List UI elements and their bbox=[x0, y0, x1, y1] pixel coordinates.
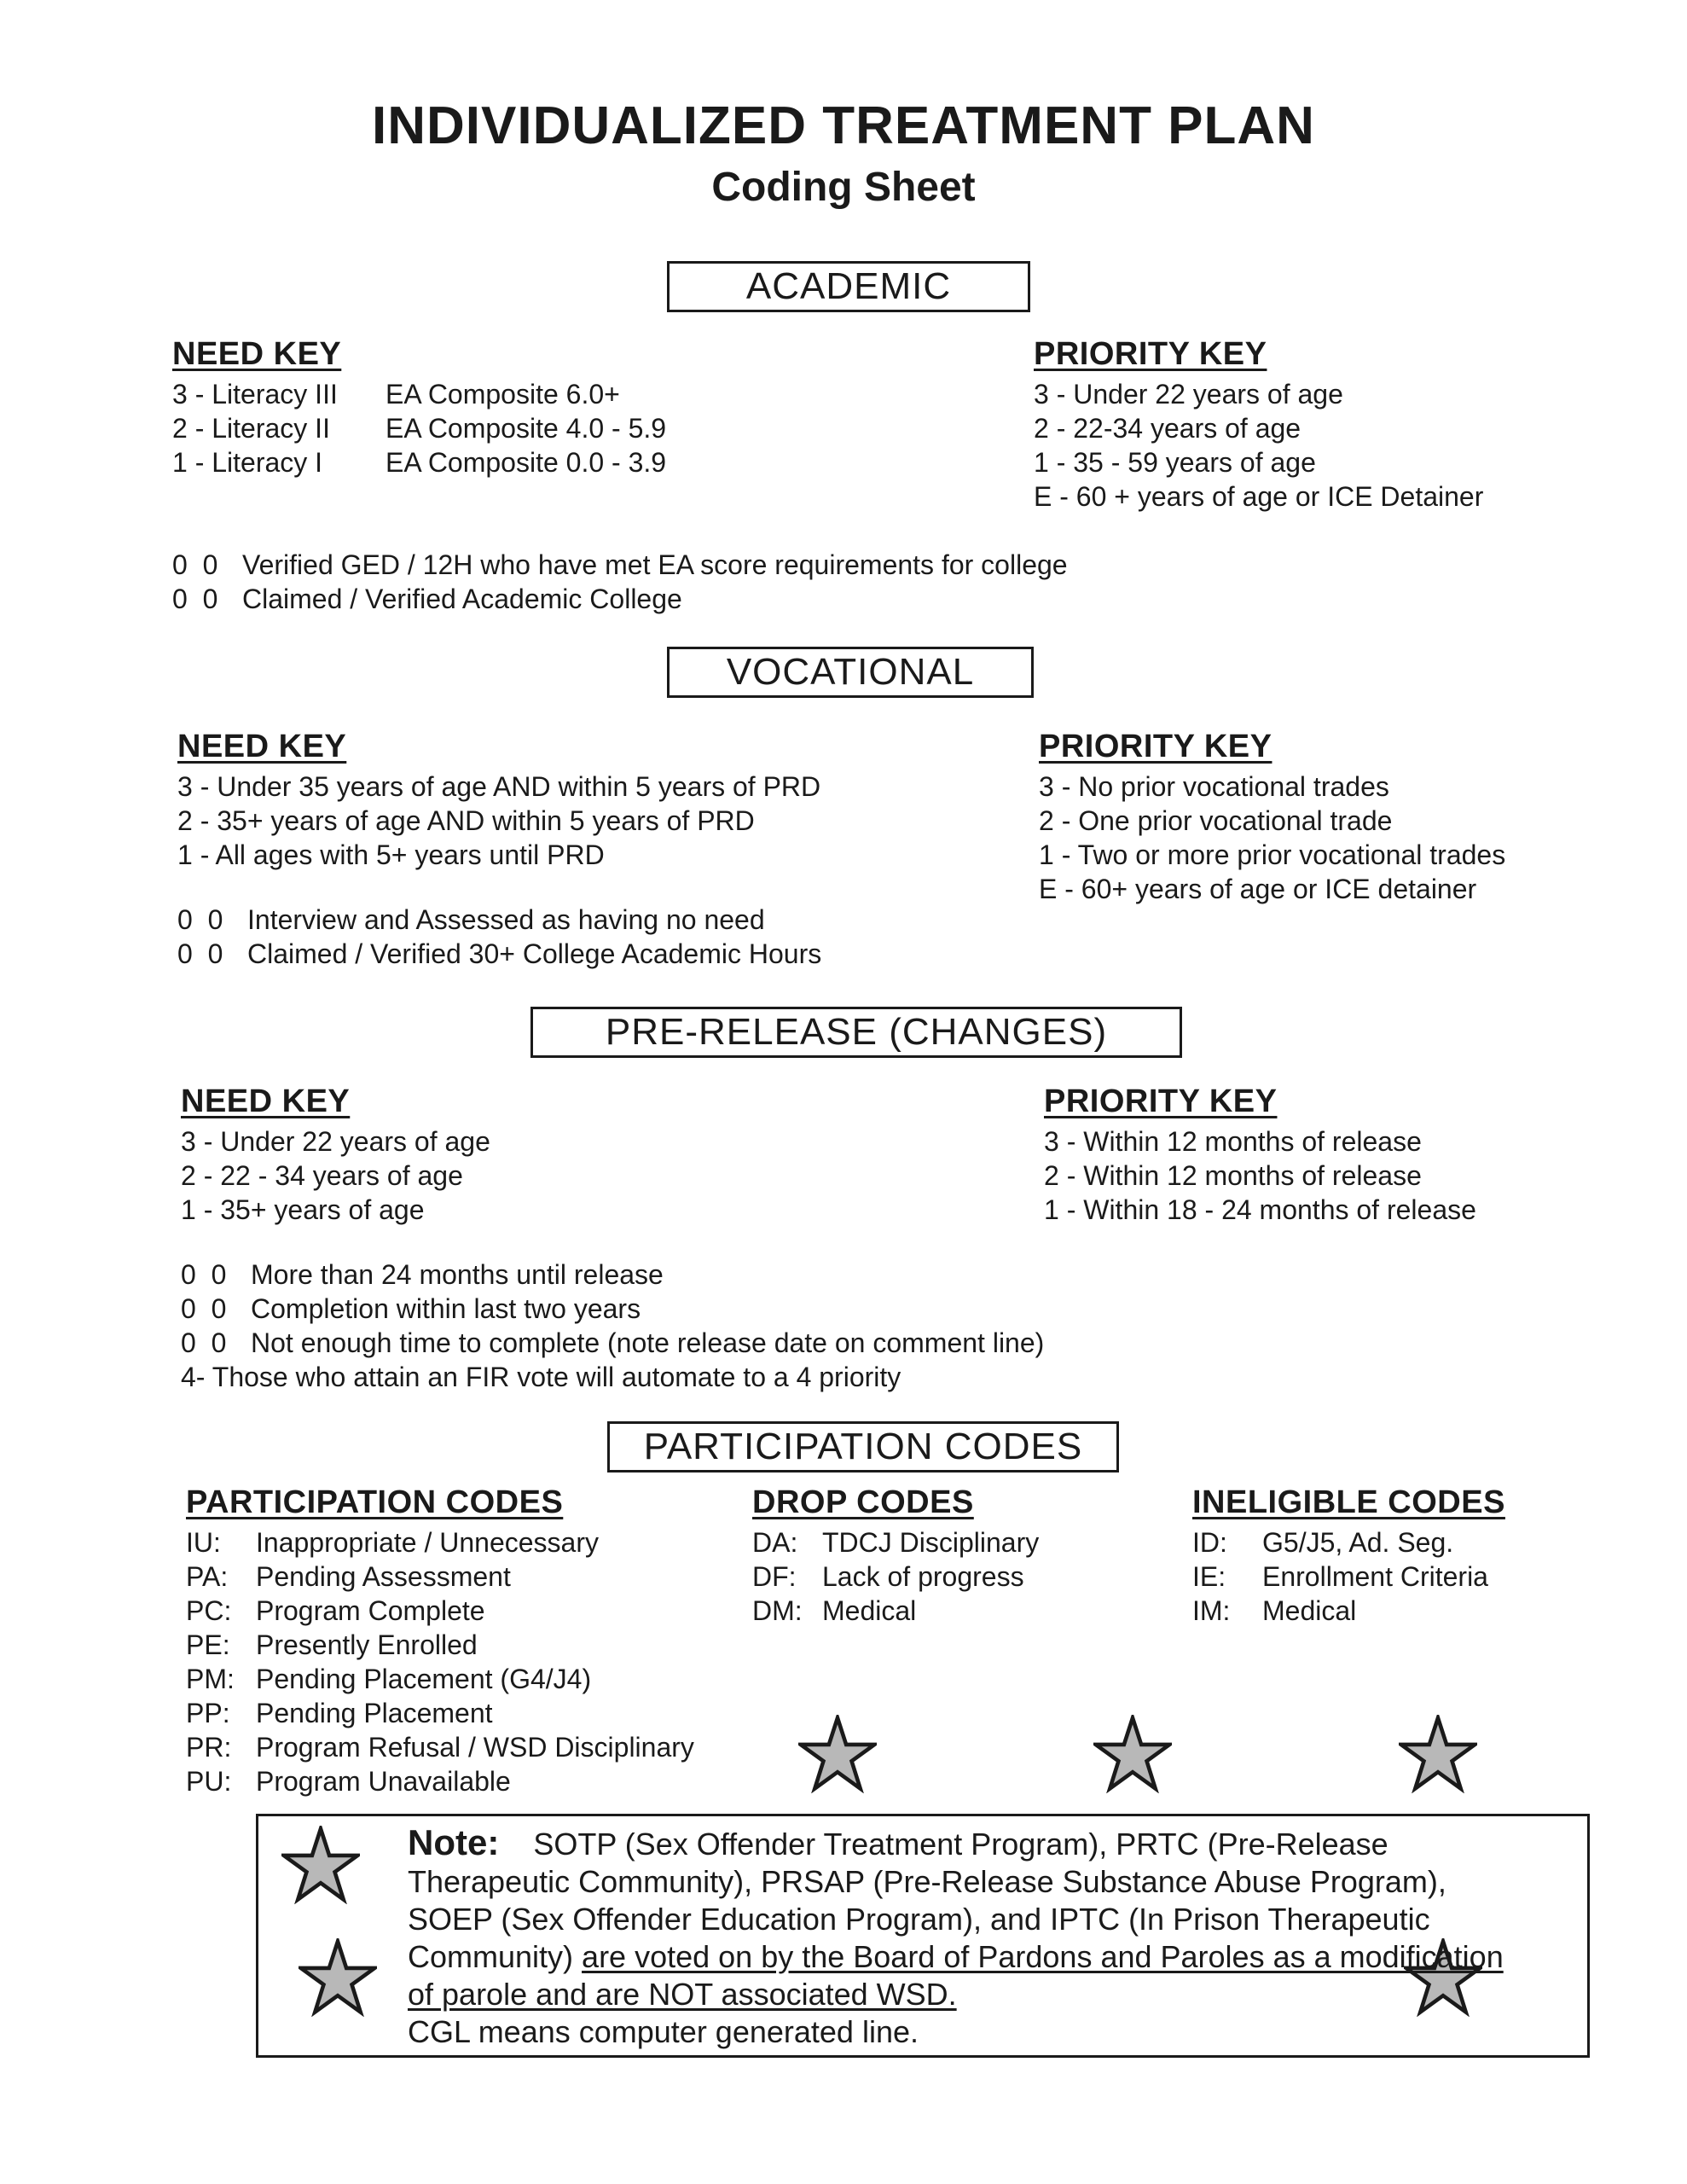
academic-priority-row: 1 - 35 - 59 years of age bbox=[1034, 447, 1316, 478]
note-body: SOTP (Sex Offender Treatment Program), PRTC (Pre-Release Therapeutic Community), PRSAP (Pre-Release Substance Abuse Program), SOEP (Sex Offender Education Program), and IPTC (In Prison Therapeutic Community) bbox=[408, 1827, 1446, 1974]
drop-code-row: DM: Medical bbox=[752, 1595, 917, 1626]
prerelease-fir-note: 4- Those who attain an FIR vote will automate to a 4 priority bbox=[181, 1362, 901, 1392]
ineligible-codes-list bbox=[1192, 1525, 1488, 1628]
page-subtitle: Coding Sheet bbox=[711, 165, 976, 210]
academic-priority-row: E - 60 + years of age or ICE Detainer bbox=[1034, 481, 1484, 512]
participation-codes-list bbox=[186, 1525, 694, 1798]
participation-code-row: PE: Presently Enrolled bbox=[186, 1629, 478, 1660]
prerelease-priority-row: 3 - Within 12 months of release bbox=[1044, 1126, 1422, 1157]
prerelease-priority-row: 1 - Within 18 - 24 months of release bbox=[1044, 1194, 1476, 1225]
academic-priority-key-label: PRIORITY KEY bbox=[1034, 336, 1267, 372]
page-title: INDIVIDUALIZED TREATMENT PLAN bbox=[372, 96, 1315, 155]
vocational-zero-row: 0 0 Claimed / Verified 30+ College Academic Hours bbox=[177, 938, 822, 969]
participation-code-row: PC: Program Complete bbox=[186, 1595, 485, 1626]
prerelease-need-row: 1 - 35+ years of age bbox=[181, 1194, 425, 1225]
note-label: Note: bbox=[408, 1822, 500, 1862]
prerelease-need-key-label: NEED KEY bbox=[181, 1083, 351, 1119]
ineligible-codes-label: INELIGIBLE CODES bbox=[1192, 1484, 1505, 1520]
participation-code-row: IU: Inappropriate / Unnecessary bbox=[186, 1527, 599, 1558]
vocational-priority-key-label: PRIORITY KEY bbox=[1039, 729, 1272, 764]
vocational-zero-list bbox=[177, 903, 821, 971]
star-icon bbox=[1399, 1715, 1477, 1793]
prerelease-priority-row: 2 - Within 12 months of release bbox=[1044, 1160, 1422, 1191]
note-cgl: CGL means computer generated line. bbox=[408, 2014, 919, 2049]
participation-code-row: PP: Pending Placement bbox=[186, 1698, 493, 1728]
vocational-priority-row: 1 - Two or more prior vocational trades bbox=[1039, 839, 1506, 870]
drop-codes-list bbox=[752, 1525, 1039, 1628]
prerelease-zero-list bbox=[181, 1258, 1044, 1394]
drop-codes-label: DROP CODES bbox=[752, 1484, 974, 1520]
star-icon bbox=[281, 1826, 360, 1904]
star-icon bbox=[299, 1938, 377, 2017]
vocational-priority-row: 2 - One prior vocational trade bbox=[1039, 805, 1393, 836]
note-text bbox=[408, 1824, 1516, 2051]
vocational-need-list bbox=[177, 770, 820, 872]
academic-zero-list bbox=[172, 548, 1068, 616]
prerelease-need-row: 2 - 22 - 34 years of age bbox=[181, 1160, 463, 1191]
participation-code-row: PM: Pending Placement (G4/J4) bbox=[186, 1664, 592, 1694]
participation-code-row: PA: Pending Assessment bbox=[186, 1561, 511, 1592]
vocational-zero-row: 0 0 Interview and Assessed as having no need bbox=[177, 904, 765, 935]
ineligible-code-row: ID: G5/J5, Ad. Seg. bbox=[1192, 1527, 1454, 1558]
prerelease-need-row: 3 - Under 22 years of age bbox=[181, 1126, 490, 1157]
academic-need-key-label: NEED KEY bbox=[172, 336, 342, 372]
vocational-heading: VOCATIONAL bbox=[667, 647, 1034, 698]
academic-need-row: 2 - Literacy II EA Composite 4.0 - 5.9 bbox=[172, 413, 667, 444]
vocational-priority-row: 3 - No prior vocational trades bbox=[1039, 771, 1389, 802]
academic-priority-list bbox=[1034, 377, 1483, 514]
vocational-need-row: 2 - 35+ years of age AND within 5 years of PRD bbox=[177, 805, 755, 836]
participation-codes-label: PARTICIPATION CODES bbox=[186, 1484, 564, 1520]
drop-code-row: DF: Lack of progress bbox=[752, 1561, 1024, 1592]
star-icon bbox=[798, 1715, 877, 1793]
prerelease-heading: PRE-RELEASE (CHANGES) bbox=[530, 1007, 1182, 1058]
academic-zero-row: 0 0 Claimed / Verified Academic College bbox=[172, 584, 682, 614]
prerelease-zero-row: 0 0 Completion within last two years bbox=[181, 1293, 641, 1324]
academic-priority-row: 2 - 22-34 years of age bbox=[1034, 413, 1301, 444]
prerelease-zero-row: 0 0 Not enough time to complete (note release date on comment line) bbox=[181, 1327, 1045, 1358]
prerelease-zero-row: 0 0 More than 24 months until release bbox=[181, 1259, 664, 1290]
participation-heading: PARTICIPATION CODES bbox=[607, 1421, 1119, 1472]
vocational-need-row: 3 - Under 35 years of age AND within 5 years of PRD bbox=[177, 771, 821, 802]
academic-need-row: 1 - Literacy I EA Composite 0.0 - 3.9 bbox=[172, 447, 667, 478]
vocational-need-row: 1 - All ages with 5+ years until PRD bbox=[177, 839, 605, 870]
participation-code-row: PR: Program Refusal / WSD Disciplinary bbox=[186, 1732, 694, 1763]
academic-need-list bbox=[172, 377, 666, 479]
academic-zero-row: 0 0 Verified GED / 12H who have met EA score requirements for college bbox=[172, 549, 1068, 580]
prerelease-need-list bbox=[181, 1124, 490, 1227]
note-underlined: are voted on by the Board of Pardons and Paroles as a modification of parole and are NOT associated WSD. bbox=[408, 1939, 1504, 2012]
prerelease-priority-list bbox=[1044, 1124, 1476, 1227]
ineligible-code-row: IE: Enrollment Criteria bbox=[1192, 1561, 1488, 1592]
academic-need-row: 3 - Literacy III EA Composite 6.0+ bbox=[172, 379, 620, 410]
ineligible-code-row: IM: Medical bbox=[1192, 1595, 1357, 1626]
academic-heading: ACADEMIC bbox=[667, 261, 1030, 312]
vocational-need-key-label: NEED KEY bbox=[177, 729, 347, 764]
prerelease-priority-key-label: PRIORITY KEY bbox=[1044, 1083, 1278, 1119]
academic-priority-row: 3 - Under 22 years of age bbox=[1034, 379, 1343, 410]
participation-code-row: PU: Program Unavailable bbox=[186, 1766, 511, 1797]
drop-code-row: DA: TDCJ Disciplinary bbox=[752, 1527, 1040, 1558]
vocational-priority-row: E - 60+ years of age or ICE detainer bbox=[1039, 874, 1477, 904]
vocational-priority-list bbox=[1039, 770, 1505, 906]
star-icon bbox=[1093, 1715, 1172, 1793]
